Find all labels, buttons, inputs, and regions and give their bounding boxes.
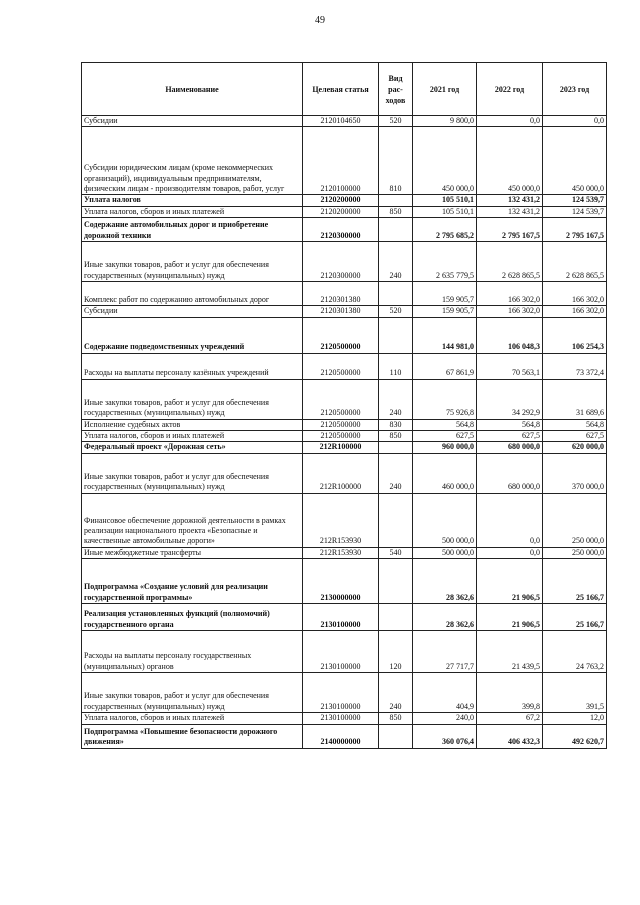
cell-name: Финансовое обеспечение дорожной деятельности в рамках реализации национального проекта «Безопасные и качественные автомобильные дороги» xyxy=(82,493,303,547)
cell-2021: 960 000,0 xyxy=(413,442,477,453)
header-2022: 2022 год xyxy=(477,63,543,116)
cell-2023: 124 539,7 xyxy=(543,195,607,206)
cell-2021: 28 362,6 xyxy=(413,604,477,631)
cell-2022: 399,8 xyxy=(477,673,543,713)
cell-2022: 627,5 xyxy=(477,431,543,442)
cell-2022: 166 302,0 xyxy=(477,282,543,306)
cell-kind: 830 xyxy=(379,419,413,430)
cell-2022: 680 000,0 xyxy=(477,453,543,493)
cell-name: Уплата налогов xyxy=(82,195,303,206)
cell-code: 212R100000 xyxy=(303,442,379,453)
cell-name: Субсидии xyxy=(82,116,303,127)
table-row xyxy=(82,116,607,127)
cell-code: 212R153930 xyxy=(303,493,379,547)
cell-kind xyxy=(379,724,413,748)
cell-2021: 450 000,0 xyxy=(413,127,477,195)
cell-name: Иные закупки товаров, работ и услуг для обеспечения государственных (муниципальных) нужд xyxy=(82,673,303,713)
cell-name: Подпрограмма «Создание условий для реализации государственной программы» xyxy=(82,559,303,604)
cell-2022: 67,2 xyxy=(477,713,543,724)
table-row xyxy=(82,419,607,430)
cell-2021: 500 000,0 xyxy=(413,547,477,558)
cell-2022: 21 439,5 xyxy=(477,631,543,673)
cell-2021: 75 926,8 xyxy=(413,379,477,419)
cell-2022: 132 431,2 xyxy=(477,195,543,206)
cell-2021: 500 000,0 xyxy=(413,493,477,547)
cell-name: Уплата налогов, сборов и иных платежей xyxy=(82,713,303,724)
cell-name: Уплата налогов, сборов и иных платежей xyxy=(82,206,303,217)
cell-2022: 34 292,9 xyxy=(477,379,543,419)
table-row xyxy=(82,442,607,453)
cell-name: Федеральный проект «Дорожная сеть» xyxy=(82,442,303,453)
table-row xyxy=(82,453,607,493)
cell-2022: 0,0 xyxy=(477,547,543,558)
cell-2023: 25 166,7 xyxy=(543,559,607,604)
cell-code: 2130000000 xyxy=(303,559,379,604)
page-number: 49 xyxy=(315,15,325,26)
cell-2021: 360 076,4 xyxy=(413,724,477,748)
cell-kind: 240 xyxy=(379,453,413,493)
cell-2021: 2 795 685,2 xyxy=(413,218,477,242)
cell-name: Иные закупки товаров, работ и услуг для обеспечения государственных (муниципальных) нужд xyxy=(82,242,303,282)
cell-2023: 124 539,7 xyxy=(543,206,607,217)
cell-name: Исполнение судебных актов xyxy=(82,419,303,430)
cell-2021: 67 861,9 xyxy=(413,353,477,379)
cell-name: Содержание автомобильных дорог и приобретение дорожной техники xyxy=(82,218,303,242)
cell-name: Субсидии юридическим лицам (кроме некоммерческих организаций), индивидуальным предпринимателям, физическим лицам - производителям товаров, работ, услуг xyxy=(82,127,303,195)
header-2023: 2023 год xyxy=(543,63,607,116)
cell-2023: 250 000,0 xyxy=(543,547,607,558)
table-row xyxy=(82,127,607,195)
cell-2022: 21 906,5 xyxy=(477,604,543,631)
cell-2021: 404,9 xyxy=(413,673,477,713)
cell-2021: 9 800,0 xyxy=(413,116,477,127)
table-row xyxy=(82,604,607,631)
cell-2023: 166 302,0 xyxy=(543,282,607,306)
cell-2021: 28 362,6 xyxy=(413,559,477,604)
cell-2023: 391,5 xyxy=(543,673,607,713)
cell-2023: 492 620,7 xyxy=(543,724,607,748)
cell-name: Реализация установленных функций (полномочий) государственного органа xyxy=(82,604,303,631)
cell-kind: 850 xyxy=(379,713,413,724)
cell-2023: 2 628 865,5 xyxy=(543,242,607,282)
cell-name: Расходы на выплаты персоналу казённых учреждений xyxy=(82,353,303,379)
cell-kind: 850 xyxy=(379,431,413,442)
cell-2023: 250 000,0 xyxy=(543,493,607,547)
table-row xyxy=(82,547,607,558)
budget-table xyxy=(81,62,607,749)
cell-kind: 110 xyxy=(379,353,413,379)
cell-2021: 460 000,0 xyxy=(413,453,477,493)
cell-2022: 166 302,0 xyxy=(477,306,543,317)
header-2021: 2021 год xyxy=(413,63,477,116)
cell-kind xyxy=(379,317,413,353)
cell-2021: 159 905,7 xyxy=(413,306,477,317)
cell-2023: 450 000,0 xyxy=(543,127,607,195)
cell-2022: 2 628 865,5 xyxy=(477,242,543,282)
table-row xyxy=(82,317,607,353)
table-row xyxy=(82,218,607,242)
cell-code: 2120301380 xyxy=(303,306,379,317)
cell-kind: 810 xyxy=(379,127,413,195)
table-row xyxy=(82,206,607,217)
cell-2022: 106 048,3 xyxy=(477,317,543,353)
cell-kind: 120 xyxy=(379,631,413,673)
cell-2022: 2 795 167,5 xyxy=(477,218,543,242)
table-row xyxy=(82,724,607,748)
cell-code: 2140000000 xyxy=(303,724,379,748)
cell-code: 2120104650 xyxy=(303,116,379,127)
cell-2021: 144 981,0 xyxy=(413,317,477,353)
cell-2022: 0,0 xyxy=(477,116,543,127)
cell-kind xyxy=(379,559,413,604)
cell-code: 212R100000 xyxy=(303,453,379,493)
cell-code: 2130100000 xyxy=(303,631,379,673)
table-row xyxy=(82,306,607,317)
table-row xyxy=(82,493,607,547)
cell-2022: 406 432,3 xyxy=(477,724,543,748)
cell-kind xyxy=(379,604,413,631)
cell-name: Подпрограмма «Повышение безопасности дорожного движения» xyxy=(82,724,303,748)
cell-code: 2120200000 xyxy=(303,206,379,217)
cell-2021: 159 905,7 xyxy=(413,282,477,306)
cell-kind xyxy=(379,282,413,306)
cell-2022: 450 000,0 xyxy=(477,127,543,195)
cell-2022: 21 906,5 xyxy=(477,559,543,604)
cell-2023: 564,8 xyxy=(543,419,607,430)
cell-kind xyxy=(379,442,413,453)
cell-2022: 0,0 xyxy=(477,493,543,547)
cell-2021: 105 510,1 xyxy=(413,195,477,206)
cell-kind: 850 xyxy=(379,206,413,217)
cell-kind xyxy=(379,493,413,547)
cell-2021: 627,5 xyxy=(413,431,477,442)
cell-name: Комплекс работ по содержанию автомобильных дорог xyxy=(82,282,303,306)
cell-code: 2130100000 xyxy=(303,604,379,631)
cell-kind: 240 xyxy=(379,673,413,713)
cell-2021: 240,0 xyxy=(413,713,477,724)
cell-2022: 564,8 xyxy=(477,419,543,430)
table-row xyxy=(82,282,607,306)
cell-code: 2120500000 xyxy=(303,419,379,430)
cell-2023: 627,5 xyxy=(543,431,607,442)
cell-code: 2120500000 xyxy=(303,379,379,419)
table-header-row xyxy=(82,63,607,116)
cell-2023: 31 689,6 xyxy=(543,379,607,419)
cell-2023: 620 000,0 xyxy=(543,442,607,453)
table-row xyxy=(82,379,607,419)
cell-code: 2120300000 xyxy=(303,242,379,282)
cell-code: 212R153930 xyxy=(303,547,379,558)
cell-code: 2120500000 xyxy=(303,353,379,379)
table-row xyxy=(82,195,607,206)
cell-kind: 240 xyxy=(379,242,413,282)
cell-code: 2120500000 xyxy=(303,317,379,353)
cell-name: Иные закупки товаров, работ и услуг для обеспечения государственных (муниципальных) нужд xyxy=(82,379,303,419)
cell-2023: 12,0 xyxy=(543,713,607,724)
cell-name: Уплата налогов, сборов и иных платежей xyxy=(82,431,303,442)
cell-2022: 70 563,1 xyxy=(477,353,543,379)
cell-code: 2120100000 xyxy=(303,127,379,195)
table-row xyxy=(82,559,607,604)
cell-code: 2120200000 xyxy=(303,195,379,206)
table-row xyxy=(82,713,607,724)
cell-code: 2120300000 xyxy=(303,218,379,242)
cell-2023: 370 000,0 xyxy=(543,453,607,493)
table-body xyxy=(82,116,607,749)
cell-kind: 520 xyxy=(379,116,413,127)
cell-kind xyxy=(379,195,413,206)
header-kind: Вид рас-ходов xyxy=(379,63,413,116)
cell-code: 2120500000 xyxy=(303,431,379,442)
cell-name: Субсидии xyxy=(82,306,303,317)
cell-2022: 132 431,2 xyxy=(477,206,543,217)
cell-2023: 0,0 xyxy=(543,116,607,127)
cell-kind: 520 xyxy=(379,306,413,317)
table-row xyxy=(82,431,607,442)
cell-2022: 680 000,0 xyxy=(477,442,543,453)
cell-2021: 564,8 xyxy=(413,419,477,430)
table-row xyxy=(82,242,607,282)
cell-kind: 540 xyxy=(379,547,413,558)
cell-name: Содержание подведомственных учреждений xyxy=(82,317,303,353)
cell-2021: 27 717,7 xyxy=(413,631,477,673)
cell-name: Иные межбюджетные трансферты xyxy=(82,547,303,558)
cell-kind: 240 xyxy=(379,379,413,419)
cell-code: 2130100000 xyxy=(303,673,379,713)
table-row xyxy=(82,631,607,673)
cell-code: 2120301380 xyxy=(303,282,379,306)
cell-2023: 73 372,4 xyxy=(543,353,607,379)
cell-name: Расходы на выплаты персоналу государственных (муниципальных) органов xyxy=(82,631,303,673)
cell-2023: 24 763,2 xyxy=(543,631,607,673)
cell-2021: 105 510,1 xyxy=(413,206,477,217)
table-row xyxy=(82,673,607,713)
cell-code: 2130100000 xyxy=(303,713,379,724)
header-code: Целевая статья xyxy=(303,63,379,116)
table-row xyxy=(82,353,607,379)
cell-name: Иные закупки товаров, работ и услуг для обеспечения государственных (муниципальных) нужд xyxy=(82,453,303,493)
header-name: Наименование xyxy=(82,63,303,116)
cell-2023: 25 166,7 xyxy=(543,604,607,631)
cell-2023: 166 302,0 xyxy=(543,306,607,317)
cell-2023: 106 254,3 xyxy=(543,317,607,353)
cell-kind xyxy=(379,218,413,242)
cell-2023: 2 795 167,5 xyxy=(543,218,607,242)
cell-2021: 2 635 779,5 xyxy=(413,242,477,282)
